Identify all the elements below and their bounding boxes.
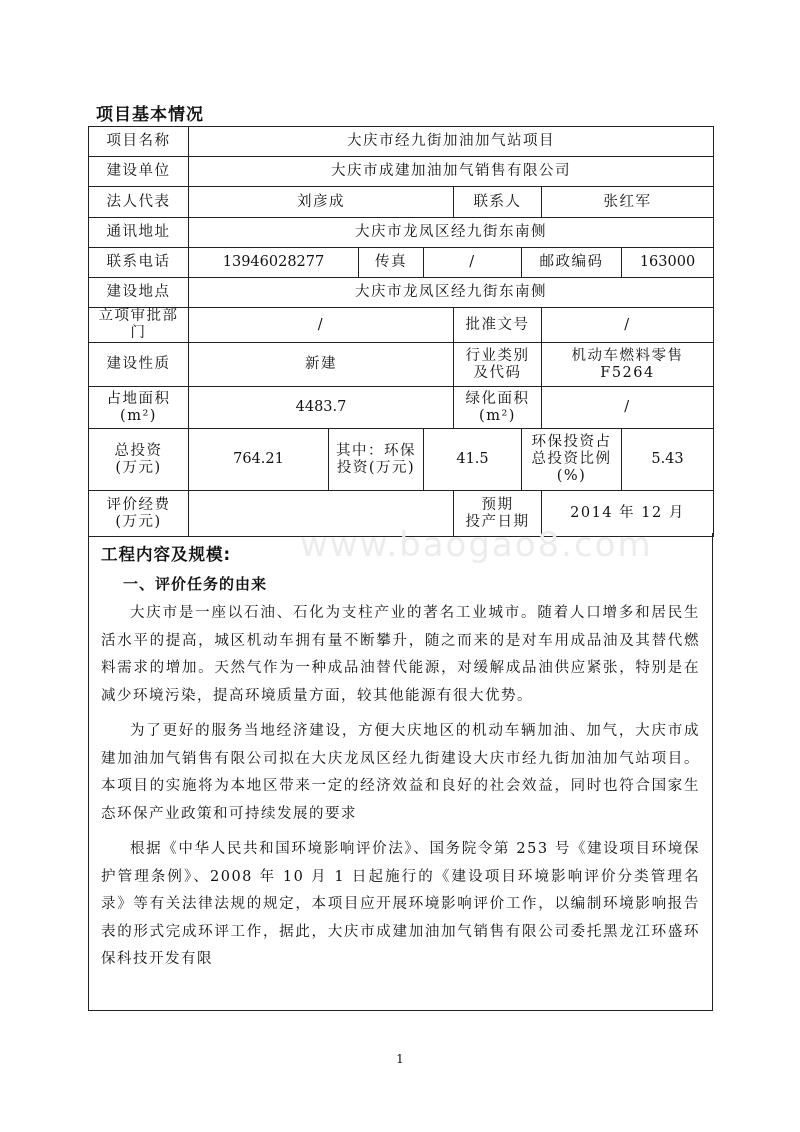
label-industry-line2: 及代码 — [473, 364, 522, 381]
label-eval-fee-line1: 评价经费 — [106, 496, 171, 513]
value-env-ratio: 5.43 — [622, 429, 714, 491]
label-env-ratio-line1: 环保投资占 — [531, 434, 612, 450]
value-postcode: 163000 — [622, 248, 714, 278]
row-site — [89, 278, 714, 308]
label-area-line1: 占地面积 — [106, 390, 171, 407]
label-area-unit: (m²) — [120, 407, 157, 424]
project-info-table — [88, 126, 714, 537]
label-green — [454, 387, 542, 429]
value-fax: / — [424, 248, 522, 278]
label-green-line1: 绿化面积 — [465, 390, 530, 407]
value-nature: 新建 — [189, 343, 454, 387]
row-approval — [89, 308, 714, 343]
watermark: www.baogao8.com — [300, 525, 653, 565]
label-env-ratio-line3: (%) — [556, 468, 587, 484]
label-address: 通讯地址 — [89, 218, 189, 248]
row-project-name — [89, 127, 714, 157]
value-site: 大庆市龙凤区经九街东南侧 — [189, 278, 714, 308]
value-phone: 13946028277 — [189, 248, 359, 278]
label-site: 建设地点 — [89, 278, 189, 308]
label-approval-no: 批准文号 — [454, 308, 542, 343]
content-heading: 工程内容及规模: — [101, 545, 232, 564]
value-approval-no: / — [542, 308, 714, 343]
page-title: 项目基本情况 — [96, 105, 204, 125]
label-env-invest-line1: 其中：环保 — [336, 442, 416, 459]
label-nature: 建设性质 — [89, 343, 189, 387]
value-project-name: 大庆市经九街加油加气站项目 — [189, 127, 714, 157]
label-approval-dept: 立项审批部门 — [89, 308, 189, 343]
label-green-unit: (m²) — [479, 407, 516, 424]
sub-heading-origin: 一、评价任务的由来 — [123, 575, 268, 593]
label-eval-fee — [89, 491, 189, 537]
value-eval-fee — [189, 491, 454, 537]
value-builder: 大庆市成建加油加气销售有限公司 — [189, 157, 714, 187]
label-legal-rep: 法人代表 — [89, 187, 189, 218]
value-expected-date: 2014 年 12 月 — [542, 491, 714, 537]
label-expected-date — [454, 491, 542, 537]
label-invest — [89, 429, 189, 491]
row-area — [89, 387, 714, 429]
label-env-ratio-line2: 总投资比例 — [531, 451, 612, 467]
value-address: 大庆市龙凤区经九街东南侧 — [189, 218, 714, 248]
label-industry-line1: 行业类别 — [465, 347, 530, 364]
row-phone — [89, 248, 714, 278]
label-eval-fee-unit: (万元) — [115, 513, 162, 530]
row-address — [89, 218, 714, 248]
value-env-invest: 41.5 — [424, 429, 522, 491]
label-env-invest — [329, 429, 424, 491]
label-industry — [454, 343, 542, 387]
label-invest-line1: 总投资 — [114, 442, 163, 459]
label-postcode: 邮政编码 — [522, 248, 622, 278]
row-legal-rep — [89, 187, 714, 218]
label-env-ratio — [522, 429, 622, 491]
label-builder: 建设单位 — [89, 157, 189, 187]
label-env-invest-line2: 投资(万元) — [336, 459, 416, 476]
row-eval-fee — [89, 491, 714, 537]
paragraph-1: 大庆市是一座以石油、石化为支柱产业的著名工业城市。随着人口增多和居民生活水平的提高，城区机动车拥有量不断攀升，随之而来的是对车用成品油及其替代燃料需求的增加。天然气作为一种成品油替代能源，对缓解成品油供应紧张，特别是在减少环境污染，提高环境质量方面，较其他能源有很大优势。 — [101, 605, 700, 704]
row-builder — [89, 157, 714, 187]
label-invest-unit: (万元) — [115, 459, 162, 476]
paragraph-2: 为了更好的服务当地经济建设，方便大庆地区的机动车辆加油、加气，大庆市成建加油加气销售有限公司拟在大庆龙凤区经九街建设大庆市经九街加油加气站项目。本项目的实施将为本地区带来一定的经济效益和良好的社会效益，同时也符合国家生态环保产业政策和可持续发展的要求 — [101, 723, 700, 822]
value-green: / — [542, 387, 714, 429]
value-invest: 764.21 — [189, 429, 329, 491]
label-contact: 联系人 — [454, 187, 542, 218]
value-industry: 机动车燃料零售 F5264 — [542, 343, 714, 387]
label-area — [89, 387, 189, 429]
row-nature — [89, 343, 714, 387]
page-number: 1 — [396, 1052, 404, 1066]
value-approval-dept: / — [189, 308, 454, 343]
label-project-name: 项目名称 — [89, 127, 189, 157]
project-content-box — [88, 533, 713, 1011]
value-contact: 张红军 — [542, 187, 714, 218]
value-area: 4483.7 — [189, 387, 454, 429]
row-investment — [89, 429, 714, 491]
value-legal-rep: 刘彦成 — [189, 187, 454, 218]
label-phone: 联系电话 — [89, 248, 189, 278]
label-expected-line2: 投产日期 — [465, 513, 530, 530]
label-fax: 传真 — [359, 248, 424, 278]
label-expected-line1: 预期 — [481, 496, 514, 513]
paragraph-3: 根据《中华人民共和国环境影响评价法》、国务院令第 253 号《建设项目环境保护管理条例》、2008 年 10 月 1 日起施行的《建设项目环境影响评价分类管理名录》等有关法律法规的规定，本项目应开展环境影响评价工作，以编制环境影响报告表的形式完成环评工作，据此，大庆市成建加油加气销售有限公司委托黑龙江环盛环保科技开发有限 — [101, 841, 700, 967]
